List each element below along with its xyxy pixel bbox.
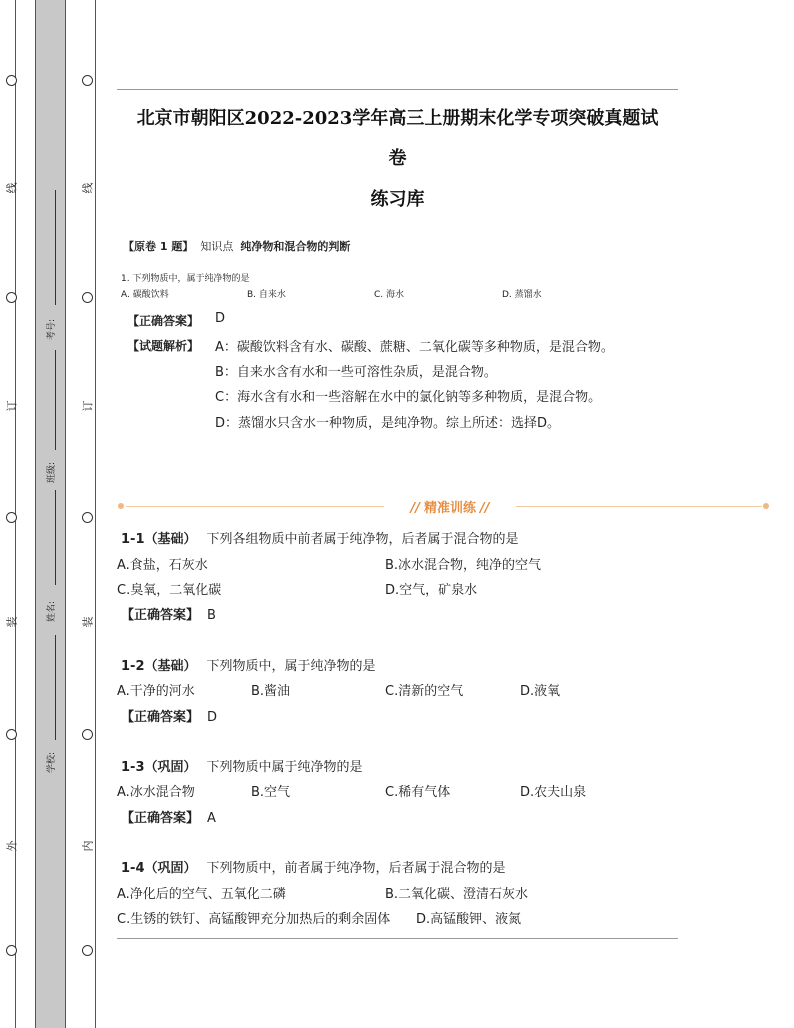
- option-a: A.冰水混合物: [117, 785, 195, 800]
- field-class-label: 班级:: [47, 461, 57, 483]
- page-title-cont: 卷: [388, 148, 407, 169]
- option-a: A.食盐，石灰水: [117, 558, 208, 573]
- field-class-line[interactable]: [55, 350, 56, 450]
- field-name-label: 姓名:: [47, 600, 57, 622]
- binding-hole-circle: [82, 729, 93, 740]
- field-school-line[interactable]: [55, 635, 56, 740]
- original-tag: 【原卷 1 题】: [123, 240, 194, 253]
- answer-label: 【正确答案】: [121, 710, 200, 725]
- field-school-label: 学校:: [47, 751, 57, 773]
- binding-hole-circle: [6, 512, 17, 523]
- analysis-label: 【试题解析】: [127, 339, 200, 353]
- divider-dot: [763, 503, 769, 509]
- margin-char-order: 订: [81, 400, 95, 412]
- question-text: 下列物质中，属于纯净物的是: [206, 659, 376, 674]
- knowledge-point-label: 知识点: [200, 240, 234, 253]
- answer-value: A: [207, 811, 216, 826]
- binding-hole-circle: [6, 292, 17, 303]
- question-header: [121, 528, 519, 547]
- question-header: [121, 857, 506, 876]
- question-header: [121, 756, 363, 775]
- original-option-c: C. 海水: [374, 290, 405, 300]
- question-tag: 1-1（基础）: [121, 532, 197, 547]
- margin-char-inner: 内: [81, 840, 95, 852]
- binding-hole-circle: [82, 292, 93, 303]
- question-tag: 1-4（巩固）: [121, 861, 197, 876]
- answer-label: 【正确答案】: [121, 608, 200, 623]
- original-question: 1. 下列物质中，属于纯净物的是: [121, 274, 250, 284]
- page-title: 北京市朝阳区2022-2023学年高三上册期末化学专项突破真题试: [136, 108, 659, 129]
- binding-hole-circle: [6, 75, 17, 86]
- analysis-line: C：海水含有水和一些溶解在水中的氯化钠等多种物质，是混合物。: [215, 390, 602, 405]
- margin-inner-line: [95, 0, 96, 1028]
- binding-hole-circle: [82, 75, 93, 86]
- section-slashes: //: [480, 501, 490, 516]
- answer-line: [121, 604, 216, 623]
- binding-hole-circle: [6, 729, 17, 740]
- question-text: 下列物质中属于纯净物的是: [206, 760, 363, 775]
- bottom-rule: [117, 938, 678, 939]
- field-name-line[interactable]: [55, 490, 56, 585]
- option-d: D.高锰酸钾、液氮: [416, 912, 522, 927]
- option-d: D.液氧: [520, 684, 561, 699]
- section-slashes: //: [410, 501, 420, 516]
- question-header: [121, 655, 376, 674]
- knowledge-point: 纯净物和混合物的判断: [240, 240, 351, 253]
- margin-char-bind: 装: [81, 616, 95, 628]
- question-text: 下列各组物质中前者属于纯净物，后者属于混合物的是: [206, 532, 519, 547]
- section-title: [380, 497, 520, 516]
- option-d: D.农夫山泉: [520, 785, 587, 800]
- margin-char-order: 订: [5, 400, 19, 412]
- option-a: A.干净的河水: [117, 684, 195, 699]
- margin-char-outer: 外: [5, 840, 19, 852]
- binding-hole-circle: [82, 512, 93, 523]
- option-c: C.生锈的铁钉、高锰酸钾充分加热后的剩余固体: [117, 912, 391, 927]
- option-b: B.二氧化碳、澄清石灰水: [385, 887, 529, 902]
- margin-char-line: 线: [5, 182, 19, 194]
- original-answer: D: [215, 311, 226, 326]
- page-subtitle: 练习库: [370, 189, 425, 210]
- answer-value: B: [207, 608, 216, 623]
- answer-line: [121, 807, 216, 826]
- question-text: 下列物质中，前者属于纯净物，后者属于混合物的是: [206, 861, 506, 876]
- divider-line-right: [516, 506, 762, 507]
- option-a: A.净化后的空气、五氧化二磷: [117, 887, 286, 902]
- option-b: B.酱油: [251, 684, 291, 699]
- field-exam-number-label: 考号:: [47, 318, 57, 340]
- divider-dot: [118, 503, 124, 509]
- margin-char-bind: 装: [5, 616, 19, 628]
- analysis-line: D：蒸馏水只含水一种物质，是纯净物。综上所述：选择D。: [215, 416, 561, 431]
- option-d: D.空气，矿泉水: [385, 583, 478, 598]
- option-c: C.清新的空气: [385, 684, 464, 699]
- analysis-line: A：碳酸饮料含有水、碳酸、蔗糖、二氧化碳等多种物质，是混合物。: [215, 340, 614, 355]
- margin-char-line: 线: [81, 182, 95, 194]
- field-exam-number-line[interactable]: [55, 190, 56, 305]
- binding-hole-circle: [82, 945, 93, 956]
- original-option-a: A. 碳酸饮料: [121, 290, 169, 300]
- answer-value: D: [207, 710, 218, 725]
- margin-band: [35, 0, 66, 1028]
- original-answer-label: 【正确答案】: [127, 314, 200, 328]
- question-tag: 1-2（基础）: [121, 659, 197, 674]
- question-tag: 1-3（巩固）: [121, 760, 197, 775]
- option-c: C.稀有气体: [385, 785, 451, 800]
- answer-line: [121, 706, 217, 725]
- original-option-b: B. 自来水: [247, 290, 286, 300]
- option-b: B.冰水混合物，纯净的空气: [385, 558, 542, 573]
- analysis-line: B：自来水含有水和一些可溶性杂质，是混合物。: [215, 365, 497, 380]
- answer-label: 【正确答案】: [121, 811, 200, 826]
- divider-line-left: [126, 506, 384, 507]
- original-meta: [123, 238, 350, 254]
- original-option-d: D. 蒸馏水: [502, 290, 542, 300]
- option-c: C.臭氧，二氧化碳: [117, 583, 222, 598]
- section-title-text: 精准训练: [423, 501, 476, 516]
- binding-hole-circle: [6, 945, 17, 956]
- option-b: B.空气: [251, 785, 291, 800]
- top-rule: [117, 89, 678, 90]
